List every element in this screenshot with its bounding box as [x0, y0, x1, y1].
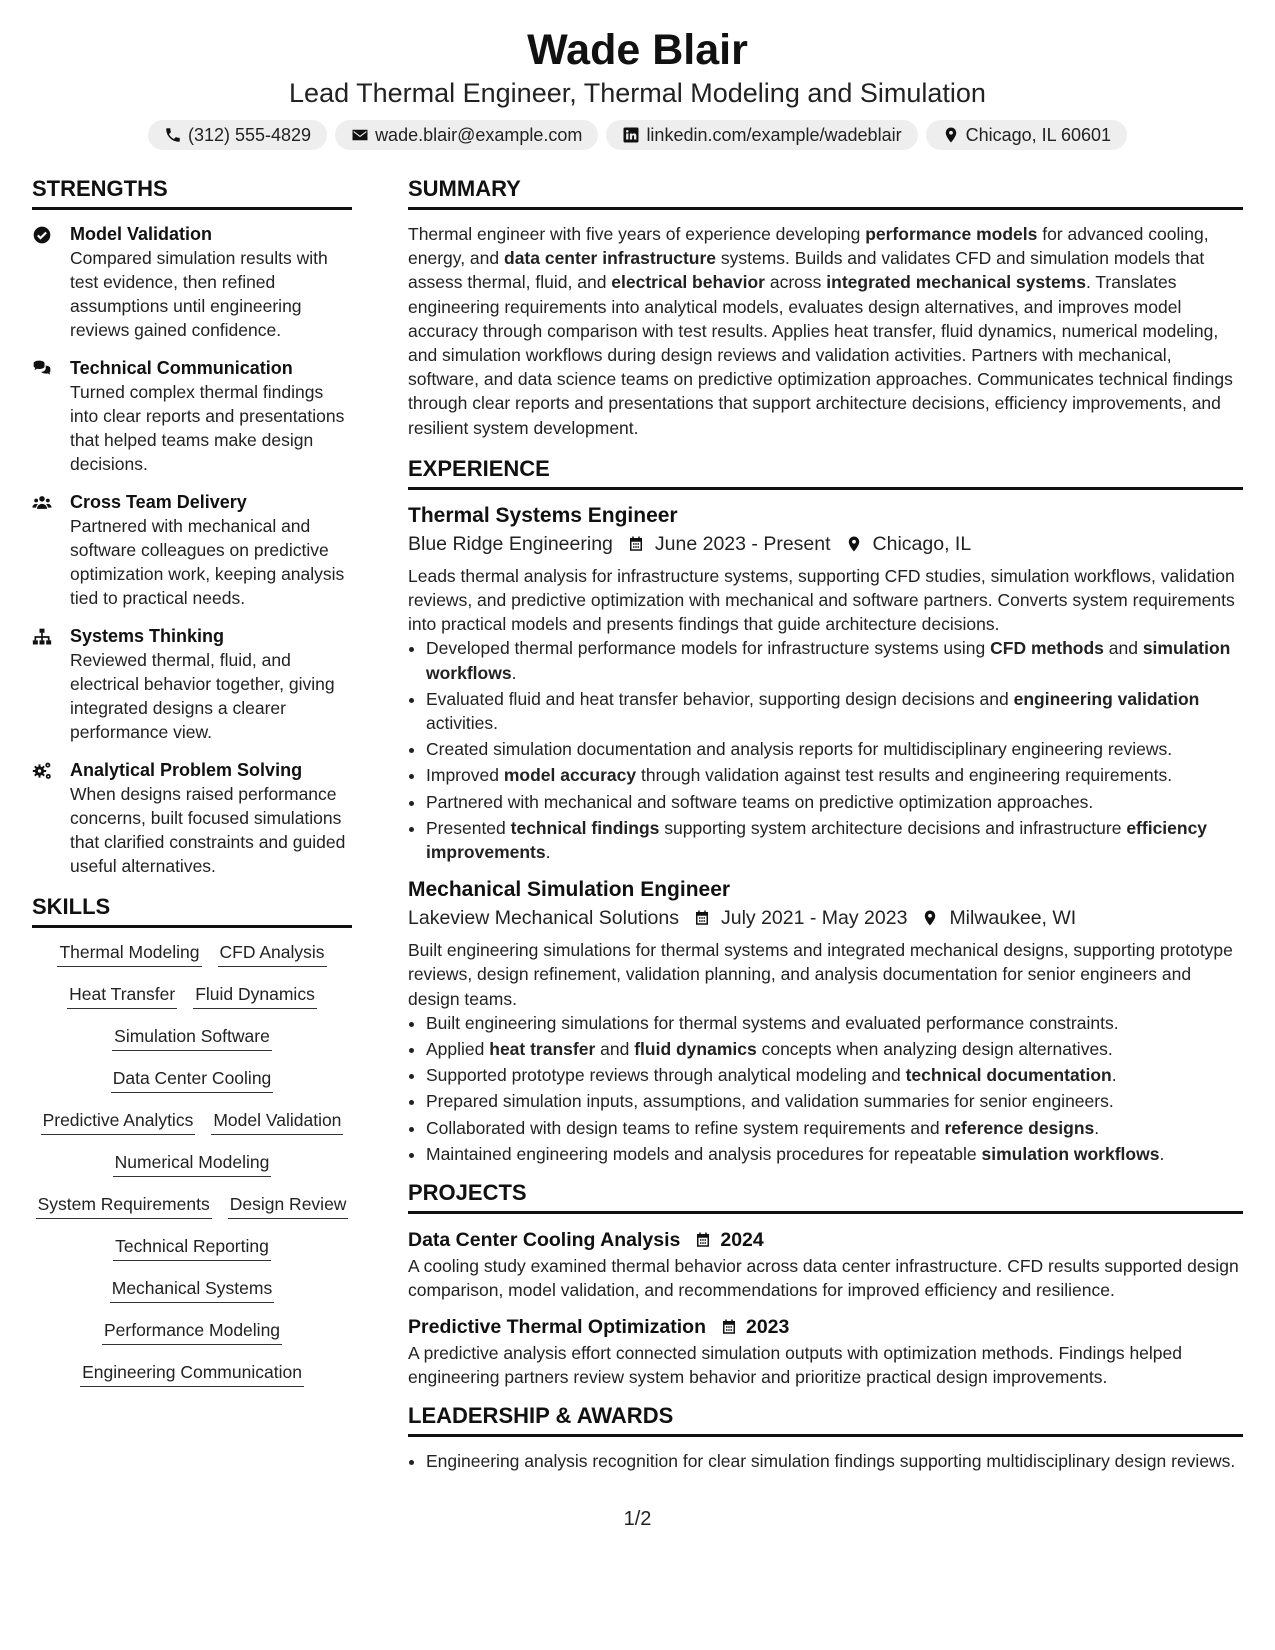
skill-tag: Simulation Software	[112, 1024, 272, 1051]
contact-pill[interactable]	[926, 120, 1127, 150]
strength-description: Compared simulation results with test evidence, then refined assumptions until engineering reviews gained confidence.	[70, 248, 328, 340]
skill-tag: Data Center Cooling	[111, 1066, 274, 1093]
skills-heading: SKILLS	[32, 894, 352, 928]
job-bullet: • Supported prototype reviews through analytical modeling and technical documentation.	[426, 1063, 1243, 1087]
strength-description: When designs raised performance concerns, built focused simulations that clarified constraints and guided useful alternatives.	[70, 784, 346, 876]
skill-tag: Heat Transfer	[67, 982, 177, 1009]
job-location: Chicago, IL	[872, 532, 972, 555]
experience-list	[408, 502, 1243, 1166]
comments-icon	[32, 356, 70, 476]
job-bullet: • Built engineering simulations for thermal systems and evaluated performance constraints.	[426, 1011, 1243, 1035]
job-summary: Leads thermal analysis for infrastructure systems, supporting CFD studies, simulation workflows, validation reviews, and predictive optimization with mechanical and software partners. Converts system requirements into practical models and presents findings that guide architecture decisions.	[408, 565, 1235, 635]
job-dates: June 2023 - Present	[654, 532, 831, 555]
job-bullet: • Presented technical findings supporting system architecture decisions and infrastructure efficiency improvements.	[426, 816, 1243, 864]
skill-tag: Thermal Modeling	[57, 940, 201, 967]
contact-bar	[0, 120, 1275, 150]
project-title: Data Center Cooling Analysis	[408, 1229, 681, 1252]
strength-description: Reviewed thermal, fluid, and electrical behavior together, giving integrated designs a clearer performance view.	[70, 650, 335, 742]
phone-icon	[164, 126, 182, 144]
candidate-name: Wade Blair	[527, 26, 748, 74]
project-title: Predictive Thermal Optimization	[408, 1315, 706, 1338]
project-entry	[408, 1226, 1243, 1302]
strength-title: Cross Team Delivery	[70, 492, 247, 512]
skill-tag: Technical Reporting	[113, 1234, 271, 1261]
job-bullet: • Developed thermal performance models for infrastructure systems using CFD methods and simulation workflows.	[426, 636, 1243, 684]
contact-pill[interactable]	[335, 120, 598, 150]
job-meta	[408, 530, 1243, 558]
check-circle-icon	[32, 222, 70, 342]
job-dates: July 2021 - May 2023	[720, 907, 908, 930]
awards-heading: LEADERSHIP & AWARDS	[408, 1403, 1243, 1437]
skill-tag: Mechanical Systems	[110, 1276, 274, 1303]
strengths-heading: STRENGTHS	[32, 176, 352, 210]
strength-item	[32, 222, 352, 342]
job-bullet: • Maintained engineering models and analysis procedures for repeatable simulation workflows.	[426, 1142, 1243, 1166]
skill-tag: Fluid Dynamics	[193, 982, 317, 1009]
contact-text: linkedin.com/example/wadeblair	[646, 125, 902, 145]
job-title: Mechanical Simulation Engineer	[408, 878, 731, 902]
company-name: Lakeview Mechanical Solutions	[408, 907, 679, 930]
strength-item	[32, 490, 352, 610]
job-bullet: • Improved model accuracy through validation against test results and engineering requirements.	[426, 763, 1243, 787]
contact-pill[interactable]	[148, 120, 327, 150]
strength-description: Turned complex thermal findings into clear reports and presentations that helped teams make design decisions.	[70, 382, 345, 474]
job-meta	[408, 904, 1243, 932]
project-year: 2023	[745, 1315, 790, 1338]
job-bullets	[408, 636, 1243, 864]
projects-heading: PROJECTS	[408, 1180, 1243, 1214]
calendar-icon	[706, 1318, 746, 1336]
resume-header	[0, 0, 1275, 150]
map-pin-icon	[942, 126, 960, 144]
project-description: A cooling study examined thermal behavior across data center infrastructure. CFD results supported design comparison, model validation, and recommendations for improved efficiency and resilience.	[408, 1256, 1239, 1301]
skill-tag: System Requirements	[36, 1192, 212, 1219]
project-description: A predictive analysis effort connected simulation outputs with optimization methods. Findings helped engineering partners review system behavior and prioritize practical design improvements.	[408, 1342, 1182, 1387]
left-column	[32, 176, 352, 1475]
contact-text: wade.blair@example.com	[375, 125, 583, 145]
job-bullet: • Created simulation documentation and analysis reports for multidisciplinary engineering reviews.	[426, 737, 1243, 761]
candidate-title: Lead Thermal Engineer, Thermal Modeling and Simulation	[289, 78, 986, 108]
skill-tag: Design Review	[228, 1192, 349, 1219]
job-title: Thermal Systems Engineer	[408, 503, 678, 527]
summary-text: Thermal engineer with five years of experience developing performance models for advanced cooling, energy, and data center infrastructure systems. Builds and validates CFD and simulation models that assess thermal, fluid, and electrical behavior across integrated mechanical systems. Translates engineering requirements into analytical models, evaluates design alternatives, and improves model accuracy through comparison with test results. Applies heat transfer, fluid dynamics, numerical modeling, and simulation workflows during design reviews and validation activities. Partners with mechanical, software, and data science teams on predictive optimization approaches. Communicates technical findings through clear reports and presentations that support architecture decisions, efficiency improvements, and resilient system development.	[408, 224, 1233, 438]
job-location: Milwaukee, WI	[949, 907, 1077, 930]
gears-icon	[32, 758, 70, 878]
skill-tag: Engineering Communication	[80, 1360, 304, 1387]
linkedin-icon	[622, 126, 640, 144]
project-entry	[408, 1313, 1243, 1389]
strength-title: Analytical Problem Solving	[70, 760, 303, 780]
page-number: 1/2	[623, 1508, 652, 1530]
map-pin-icon	[831, 535, 873, 553]
strength-item	[32, 356, 352, 476]
projects-list	[408, 1226, 1243, 1389]
strength-title: Technical Communication	[70, 358, 293, 378]
job-bullets	[408, 1011, 1243, 1166]
sitemap-icon	[32, 624, 70, 744]
job-bullet: • Evaluated fluid and heat transfer behavior, supporting design decisions and engineering validation activities.	[426, 687, 1243, 735]
company-name: Blue Ridge Engineering	[408, 532, 613, 555]
map-pin-icon	[907, 909, 949, 927]
job-bullet: • Collaborated with design teams to refine system requirements and reference designs.	[426, 1116, 1243, 1140]
project-header	[408, 1226, 1243, 1254]
contact-pill[interactable]	[606, 120, 917, 150]
job-bullet: • Partnered with mechanical and software teams on predictive optimization approaches.	[426, 790, 1243, 814]
job-bullet: • Applied heat transfer and fluid dynamics concepts when analyzing design alternatives.	[426, 1037, 1243, 1061]
job-bullet: • Prepared simulation inputs, assumptions, and validation summaries for senior engineers.	[426, 1089, 1243, 1113]
experience-heading: EXPERIENCE	[408, 456, 1243, 490]
right-column	[408, 176, 1243, 1475]
strengths-list	[32, 222, 352, 878]
skill-tag: Performance Modeling	[102, 1318, 282, 1345]
skill-tag: Predictive Analytics	[41, 1108, 196, 1135]
contact-text: Chicago, IL 60601	[965, 125, 1112, 145]
calendar-icon	[613, 535, 655, 553]
job-summary: Built engineering simulations for thermal systems and integrated mechanical designs, supporting prototype reviews, design refinement, validation planning, and analysis documentation for senior engineers and design teams.	[408, 940, 1233, 1009]
envelope-icon	[351, 126, 369, 144]
project-header	[408, 1313, 1243, 1341]
awards-list	[408, 1449, 1243, 1473]
strength-item	[32, 758, 352, 878]
summary-heading: SUMMARY	[408, 176, 1243, 210]
calendar-icon	[680, 1231, 720, 1249]
project-year: 2024	[720, 1229, 764, 1252]
calendar-icon	[679, 909, 721, 927]
skill-tag: Model Validation	[211, 1108, 343, 1135]
skill-tag: CFD Analysis	[218, 940, 327, 967]
strength-item	[32, 624, 352, 744]
contact-text: (312) 555-4829	[187, 125, 312, 145]
job-entry	[408, 502, 1243, 864]
strength-title: Systems Thinking	[70, 626, 225, 646]
job-entry	[408, 876, 1243, 1166]
strength-title: Model Validation	[70, 224, 213, 244]
skills-list	[32, 940, 352, 1387]
skill-tag: Numerical Modeling	[113, 1150, 272, 1177]
users-icon	[32, 490, 70, 610]
strength-description: Partnered with mechanical and software colleagues on predictive optimization work, keeping analysis tied to practical needs.	[70, 516, 345, 608]
award-item: • Engineering analysis recognition for clear simulation findings supporting multidisciplinary design reviews.	[426, 1449, 1243, 1473]
